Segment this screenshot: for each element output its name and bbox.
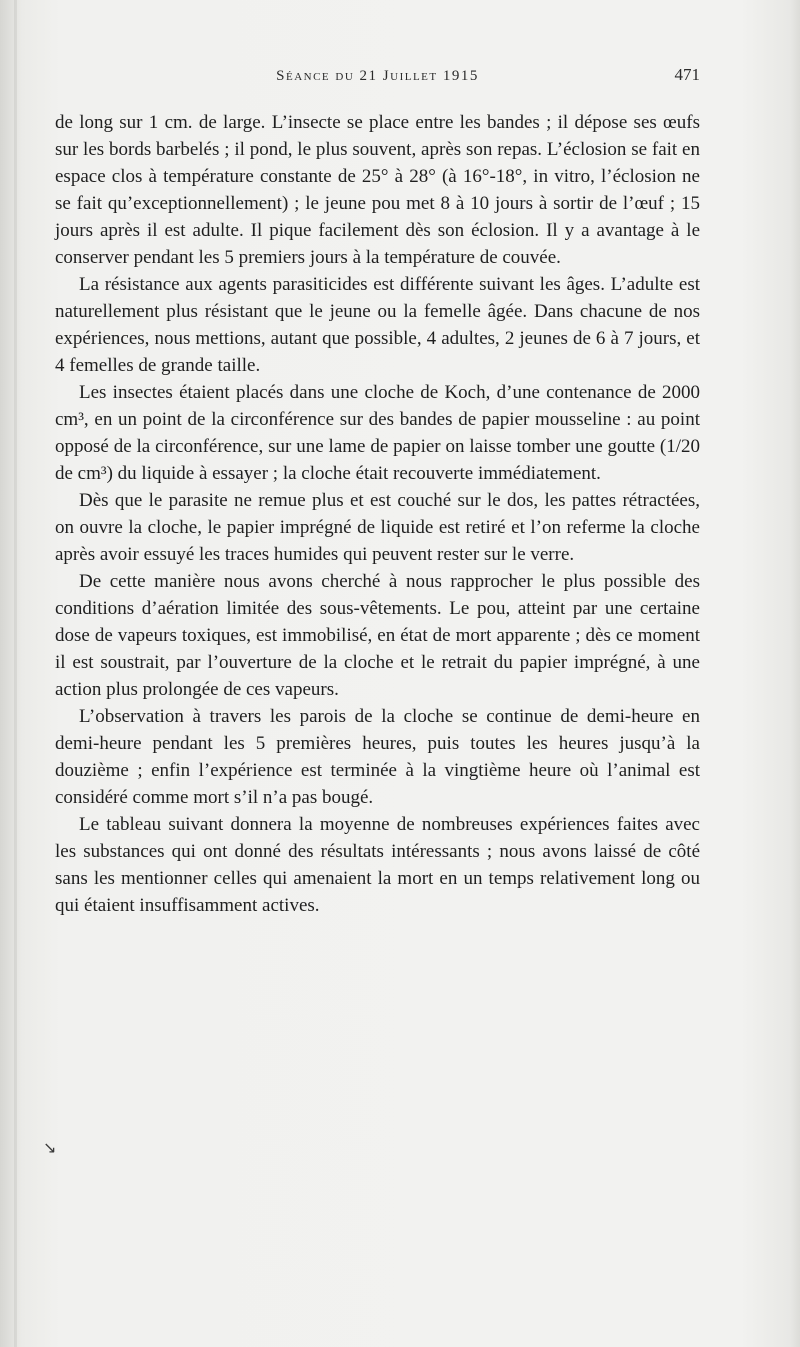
pencil-mark-icon: ↘ — [43, 1138, 57, 1157]
paragraph-observation: L’observation à travers les parois de la cloche se continue de demi-heure en demi-heure pendant les 5 premières heures, puis toutes les heures jusqu’à la douzième ; enfin l’expérience est terminée à la vingtième heure où l’animal est considéré comme mort s’il n’a pas bougé. — [55, 706, 700, 808]
body-text — [55, 109, 700, 919]
paragraph-resistance: La résistance aux agents parasiticides est différente suivant les âges. L’adulte est naturellement plus résistant que le jeune ou la femelle âgée. Dans chacune de nos expériences, nous mettions, autant que possible, 4 adultes, 2 jeunes de 6 à 7 jours, et 4 femelles de grande taille. — [55, 274, 700, 376]
page-number: 471 — [674, 65, 700, 84]
paragraph-opening: Dès que le parasite ne remue plus et est couché sur le dos, les pattes rétractées, on ouvre la cloche, le papier imprégné de liquide est retiré et l’on referme la cloche après avoir essuyé les traces humides qui peuvent rester sur le verre. — [55, 490, 700, 565]
running-title: Séance du 21 Juillet 1915 — [276, 68, 479, 84]
running-head — [55, 65, 700, 98]
page-spine-shadow — [14, 0, 17, 1347]
paragraph-continuation: de long sur 1 cm. de large. L’insecte se place entre les bandes ; il dépose ses œufs sur les bords barbelés ; il pond, le plus souvent, après son repas. L’éclosion se fait en espace clos à température constante de 25° à 28° (à 16°-18°, in vitro, l’éclosion ne se fait qu’exceptionnellement) ; le jeune pou met 8 à 10 jours à sortir de l’œuf ; 15 jours après il est adulte. Il pique facilement dès son éclosion. Il y a avantage à le conserver pendant les 5 premiers jours à la température de couvée. — [55, 112, 700, 268]
paragraph-table-intro: Le tableau suivant donnera la moyenne de nombreuses expériences faites avec les substances qui ont donné des résultats intéressants ; nous avons laissé de côté sans les mentionner celles qui amenaient la mort en un temps relativement long ou qui étaient insuffisamment actives. — [55, 814, 700, 916]
paragraph-method: De cette manière nous avons cherché à nous rapprocher le plus possible des conditions d’aération limitée des sous-vêtements. Le pou, atteint par une certaine dose de vapeurs toxiques, est immobilisé, en état de mort apparente ; dès ce moment il est soustrait, par l’ouverture de la cloche et le retrait du papier imprégné, à une action plus prolongée de ces vapeurs. — [55, 571, 700, 700]
paragraph-cloche-setup: Les insectes étaient placés dans une cloche de Koch, d’une contenance de 2000 cm³, en un point de la circonférence sur des bandes de papier mousseline : au point opposé de la circonférence, sur une lame de papier on laisse tomber une goutte (1/20 de cm³) du liquide à essayer ; la cloche était recouverte immédiatement. — [55, 382, 700, 484]
